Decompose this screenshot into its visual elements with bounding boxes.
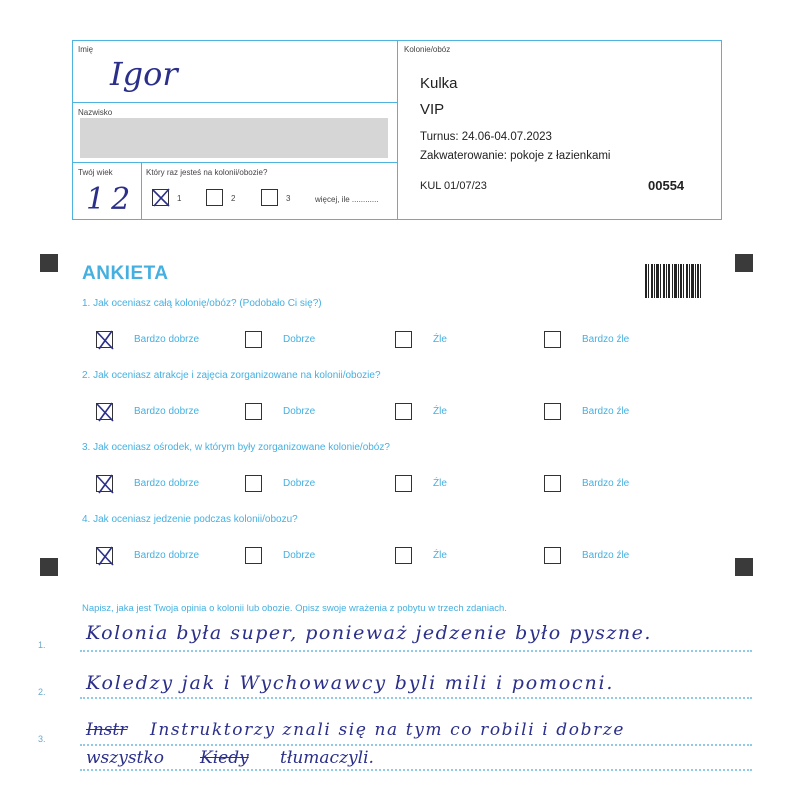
opinion-line-3[interactable]: Instruktorzy znali się na tym co robili i dobrze (150, 720, 626, 740)
answer-label-q4-3: Źle (433, 550, 447, 561)
camp-turnus: Turnus: 24.06-04.07.2023 (420, 131, 552, 143)
registration-marker (40, 558, 58, 576)
answer-checkbox-q4-2[interactable] (245, 547, 262, 564)
opinion-line-4-start[interactable]: wszystko (86, 748, 164, 768)
age-divider (141, 162, 142, 220)
answer-label-q1-3: Źle (433, 334, 447, 345)
times-label: Który raz jesteś na kolonii/obozie? (146, 168, 268, 177)
name-label: Imię (78, 45, 94, 54)
question-2: 2. Jak oceniasz atrakcje i zajęcia zorganizowane na kolonii/obozie? (82, 370, 381, 381)
answer-label-q3-2: Dobrze (283, 478, 316, 489)
registration-marker (735, 254, 753, 272)
times-option-1: 1 (177, 194, 182, 203)
line-number-3: 3. (38, 734, 46, 744)
line-number-1: 1. (38, 640, 46, 650)
answer-checkbox-q4-1[interactable] (96, 547, 113, 564)
answer-label-q2-4: Bardzo źle (582, 406, 630, 417)
answer-checkbox-q3-1[interactable] (96, 475, 113, 492)
camp-type: VIP (420, 101, 445, 118)
age-value[interactable]: 12 (86, 182, 137, 217)
answer-checkbox-q3-2[interactable] (245, 475, 262, 492)
question-3: 3. Jak oceniasz ośrodek, w którym były zorganizowane kolonie/obóz? (82, 442, 390, 453)
opinion-line-2[interactable]: Koledzy jak i Wychowawcy byli mili i pomocni. (86, 672, 615, 694)
camp-label: Kolonie/obóz (404, 45, 451, 54)
times-checkbox-3[interactable] (261, 189, 278, 206)
answer-checkbox-q4-3[interactable] (395, 547, 412, 564)
answer-label-q3-4: Bardzo źle (582, 478, 630, 489)
header-row-divider-1 (72, 102, 397, 103)
check-mark-icon (94, 400, 116, 422)
opinion-prompt: Napisz, jaka jest Twoja opinia o kolonii lub obozie. Opisz swoje wrażenia z pobytu w trzech zdaniach. (82, 603, 507, 614)
check-mark-icon (94, 544, 116, 566)
answer-label-q2-1: Bardzo dobrze (134, 406, 200, 417)
answer-label-q4-1: Bardzo dobrze (134, 550, 200, 561)
answer-label-q3-1: Bardzo dobrze (134, 478, 200, 489)
answer-label-q2-2: Dobrze (283, 406, 316, 417)
registration-marker (735, 558, 753, 576)
answer-checkbox-q2-4[interactable] (544, 403, 561, 420)
struck-word-2: Kiedy (200, 748, 249, 768)
header-row-divider-2 (72, 162, 397, 163)
times-checkbox-1[interactable] (152, 189, 169, 206)
camp-code: KUL 01/07/23 (420, 180, 487, 192)
camp-name: Kulka (420, 75, 458, 92)
answer-checkbox-q4-4[interactable] (544, 547, 561, 564)
answer-label-q1-4: Bardzo źle (582, 334, 630, 345)
times-more: więcej, ile ............ (315, 195, 379, 204)
name-value[interactable]: Igor (110, 55, 178, 93)
answer-checkbox-q1-1[interactable] (96, 331, 113, 348)
line-number-2: 2. (38, 687, 46, 697)
answer-label-q1-1: Bardzo dobrze (134, 334, 200, 345)
answer-checkbox-q1-3[interactable] (395, 331, 412, 348)
surname-redacted (80, 118, 388, 158)
answer-checkbox-q1-4[interactable] (544, 331, 561, 348)
barcode-icon (645, 264, 701, 298)
answer-label-q2-3: Źle (433, 406, 447, 417)
times-option-3: 3 (286, 194, 291, 203)
writing-line (80, 650, 752, 652)
header-divider (397, 40, 398, 220)
writing-line (80, 744, 752, 746)
question-1: 1. Jak oceniasz całą kolonię/obóz? (Podobało Ci się?) (82, 298, 322, 309)
answer-checkbox-q3-4[interactable] (544, 475, 561, 492)
answer-checkbox-q2-1[interactable] (96, 403, 113, 420)
registration-marker (40, 254, 58, 272)
camp-number: 00554 (648, 178, 685, 193)
check-mark-icon (94, 472, 116, 494)
check-mark-icon (94, 328, 116, 350)
struck-word-1: Instr (86, 720, 128, 740)
opinion-line-1[interactable]: Kolonia była super, ponieważ jedzenie było pyszne. (86, 622, 652, 644)
camp-accommodation: Zakwaterowanie: pokoje z łazienkami (420, 150, 611, 162)
surname-label: Nazwisko (78, 108, 113, 117)
survey-title: ANKIETA (82, 263, 169, 284)
answer-label-q1-2: Dobrze (283, 334, 316, 345)
answer-label-q3-3: Źle (433, 478, 447, 489)
writing-line (80, 697, 752, 699)
writing-line (80, 769, 752, 771)
answer-checkbox-q2-2[interactable] (245, 403, 262, 420)
answer-checkbox-q2-3[interactable] (395, 403, 412, 420)
answer-checkbox-q3-3[interactable] (395, 475, 412, 492)
answer-label-q4-2: Dobrze (283, 550, 316, 561)
times-checkbox-2[interactable] (206, 189, 223, 206)
times-option-2: 2 (231, 194, 236, 203)
answer-checkbox-q1-2[interactable] (245, 331, 262, 348)
question-4: 4. Jak oceniasz jedzenie podczas kolonii/obozu? (82, 514, 298, 525)
age-label: Twój wiek (78, 168, 113, 177)
opinion-line-4[interactable]: tłumaczyli. (280, 748, 374, 768)
check-mark-icon (150, 186, 172, 208)
answer-label-q4-4: Bardzo źle (582, 550, 630, 561)
